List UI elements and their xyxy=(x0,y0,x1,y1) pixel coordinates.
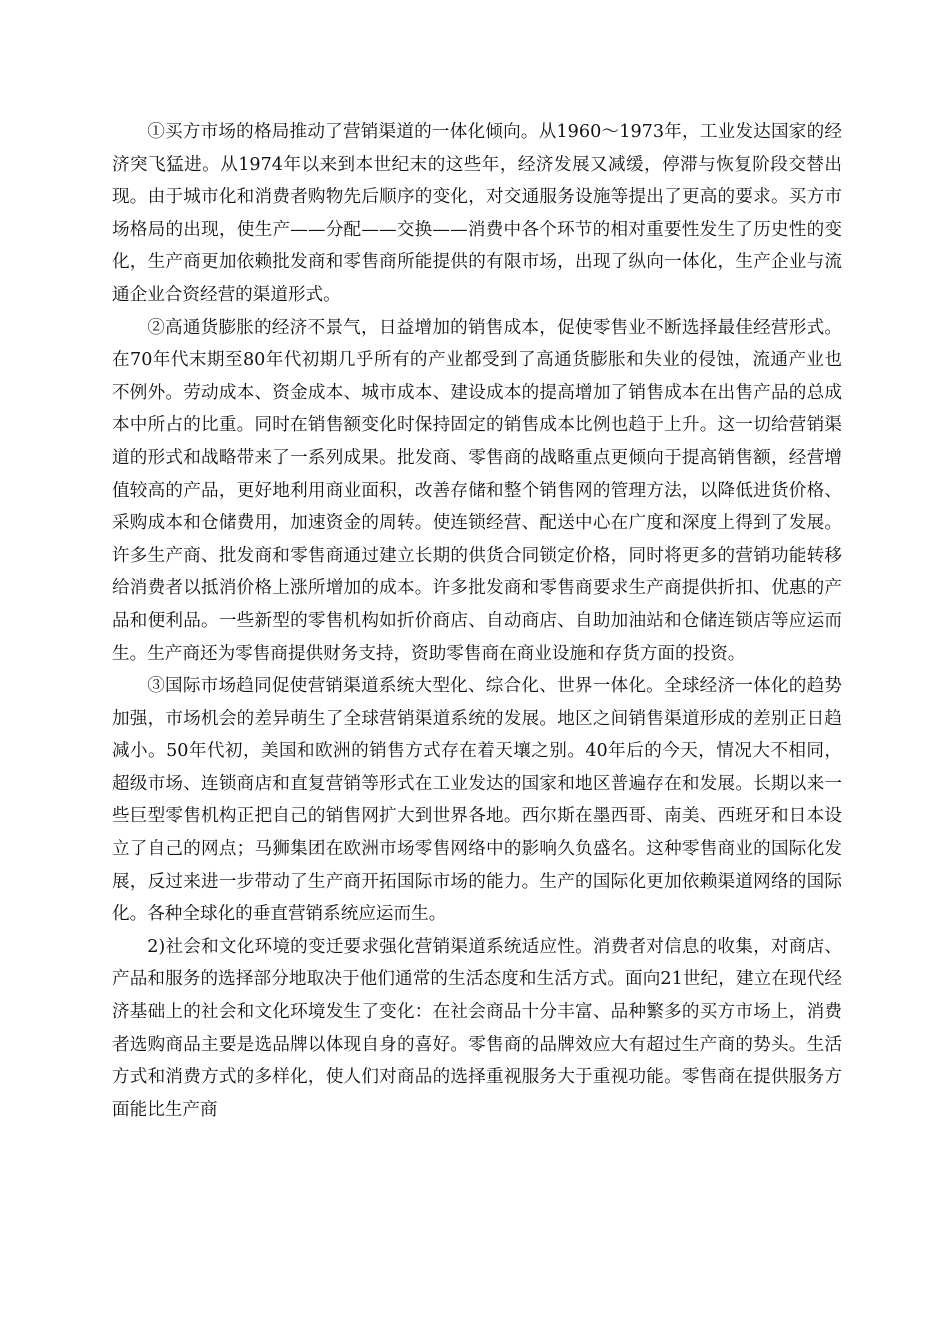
paragraph-buyer-market: ①买方市场的格局推动了营销渠道的一体化倾向。从1960～1973年，工业发达国家的经济突飞猛进。从1974年以来到本世纪末的这些年，经济发展又减缓，停滞与恢复阶段交替出现。由于城市化和消费者购物先后顺序的变化，对交通服务设施等提出了更高的要求。买方市场格局的出现，使生产——分配——交换——消费中各个环节的相对重要性发生了历史性的变化，生产商更加依赖批发商和零售商所能提供的有限市场，出现了纵向一体化，生产企业与流通企业合资经营的渠道形式。 xyxy=(112,122,842,305)
paragraph-inflation: ②高通货膨胀的经济不景气，日益增加的销售成本，促使零售业不断选择最佳经营形式。在70年代末期至80年代初期几乎所有的产业都受到了高通货膨胀和失业的侵蚀，流通产业也不例外。劳动成本、资金成本、城市成本、建设成本的提高增加了销售成本在出售产品的总成本中所占的比重。同时在销售额变化时保持固定的销售成本比例也趋于上升。这一切给营销渠道的形式和战略带来了一系列成果。批发商、零售商的战略重点更倾向于提高销售额，经营增值较高的产品，更好地利用商业面积，改善存储和整个销售网的管理方法，以降低进货价格、采购成本和仓储费用，加速资金的周转。使连锁经营、配送中心在广度和深度上得到了发展。许多生产商、批发商和零售商通过建立长期的供货合同锁定价格，同时将更多的营销功能转移给消费者以抵消价格上涨所增加的成本。许多批发商和零售商要求生产商提供折扣、优惠的产品和便利品。一些新型的零售机构如折价商店、自动商店、自助加油站和仓储连锁店等应运而生。生产商还为零售商提供财务支持，资助零售商在商业设施和存货方面的投资。 xyxy=(112,317,842,664)
body-text xyxy=(112,116,842,1126)
paragraph-social-culture: 2)社会和文化环境的变迁要求强化营销渠道系统适应性。消费者对信息的收集，对商店、产品和服务的选择部分地取决于他们通常的生活态度和生活方式。面向21世纪，建立在现代经济基础上的社会和文化环境发生了变化：在社会商品十分丰富、品种繁多的买方市场上，消费者选购商品主要是选品牌以体现自身的喜好。零售商的品牌效应大有超过生产商的势头。生活方式和消费方式的多样化，使人们对商品的选择重视服务大于重视功能。零售商在提供服务方面能比生产商 xyxy=(112,936,842,1120)
paragraph-international-market: ③国际市场趋同促使营销渠道系统大型化、综合化、世界一体化。全球经济一体化的趋势加强，市场机会的差异萌生了全球营销渠道系统的发展。地区之间销售渠道形成的差别正日趋减小。50年代初，美国和欧洲的销售方式存在着天壤之别。40年后的今天，情况大不相同，超级市场、连锁商店和直复营销等形式在工业发达的国家和地区普遍存在和发展。长期以来一些巨型零售机构正把自己的销售网扩大到世界各地。西尔斯在墨西哥、南美、西班牙和日本设立了自己的网点；马狮集团在欧洲市场零售网络中的影响久负盛名。这种零售商业的国际化发展，反过来进一步带动了生产商开拓国际市场的能力。生产的国际化更加依赖渠道网络的国际化。各种全球化的垂直营销系统应运而生。 xyxy=(112,676,842,925)
